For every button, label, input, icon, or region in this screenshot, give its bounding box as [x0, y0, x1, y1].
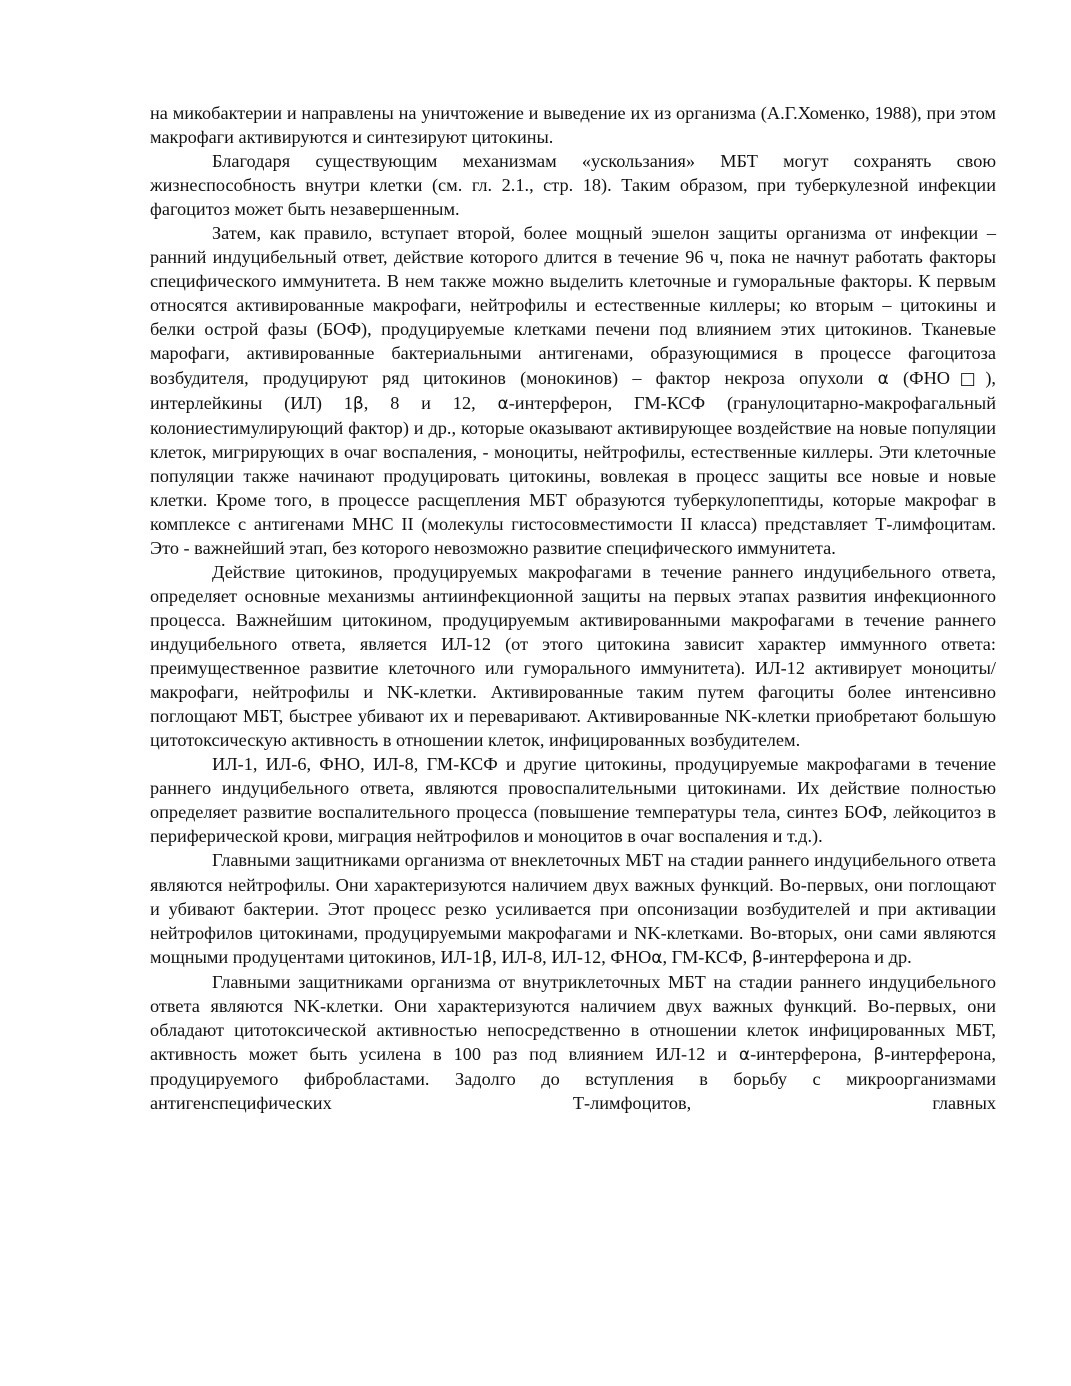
- beta-symbol: β: [873, 1044, 885, 1065]
- beta-symbol: β: [481, 947, 493, 968]
- document-page: [150, 101, 996, 1115]
- text-segment: , 8 и 12,: [363, 392, 498, 413]
- paragraph-5: [150, 752, 996, 848]
- beta-symbol: β: [352, 393, 364, 414]
- text-segment: Благодаря существующим механизмам «ускользания» МБТ могут сохранять свою жизнеспособность внутри клетки (см. гл. 2.1., стр. 18). Таким образом, при туберкулезной инфекции фагоцитоз может быть незавершенным.: [150, 151, 996, 220]
- text-segment: Затем, как правило, вступает второй, более мощный эшелон защиты организма от инфекции – ранний индуцибельный ответ, действие которого длится в течение 96 ч, пока не начнут работать факторы специфического иммунитета. В нем также можно выделить клеточные и гуморальные факторы. К первым относятся активированные макрофаги, нейтрофилы и естественные киллеры; ко вторым – цитокины и белки острой фазы (БОФ), продуцируемые клетками печени под влиянием этих цитокинов. Тканевые марофаги, активированные бактериальными антигенами, образующимися в процессе фагоцитоза возбудителя, продуцируют ряд цитокинов (монокинов) – фактор некроза опухоли: [150, 223, 996, 388]
- paragraph-7: [150, 970, 996, 1115]
- text-segment: , ГМ-КСФ,: [662, 946, 752, 967]
- text-segment: Действие цитокинов, продуцируемых макрофагами в течение раннего индуцибельного ответа, определяет основные механизмы антиинфекционной защиты на первых этапах развития инфекционного процесса. Важнейшим цитокином, продуцируемым активированными макрофагами в течение раннего индуцибельного ответа, является ИЛ-12 (от этого цитокина зависит характер иммунного ответа: преимущественное развитие клеточного или гуморального иммунитета). ИЛ-12 активирует моноциты/макрофаги, нейтрофилы и NK-клетки. Активированные таким путем фагоциты более интенсивно поглощают МБТ, быстрее убивают их и переваривают. Активированные NK-клетки приобретают большую цитотоксическую активность в отношении клеток, инфицированных возбудителем.: [150, 561, 996, 751]
- text-segment: Главными защитниками организма от внеклеточных МБТ на стадии раннего индуцибельного ответа являются нейтрофилы. Они характеризуются наличием двух важных функций. Во-первых, они поглощают и убивают бактерии. Этот процесс резко усиливается при опсонизации возбудителей и при активации нейтрофилов цитокинами, продуцируемыми макрофагами и NK-клетками. Во-вторых, они сами являются мощными продуцентами цитокинов, ИЛ-1: [150, 850, 996, 967]
- text-segment: (ФНО: [888, 367, 950, 388]
- paragraph-2: [150, 149, 996, 221]
- text-segment: -интерферона,: [750, 1043, 874, 1064]
- paragraph-1: [150, 101, 996, 149]
- text-segment: -интерферона и др.: [762, 946, 912, 967]
- alpha-symbol: α: [651, 947, 663, 968]
- text-segment: Главными защитниками организма от внутриклеточных МБТ на стадии раннего индуцибельного ответа являются NK-клетки. Они характеризуются наличием двух важных функций. Во-первых, они обладают цитотоксической активностью непосредственно в отношении клеток инфицированных МБТ, активность может быть усилена в 100 раз под влиянием ИЛ-12 и: [150, 971, 996, 1064]
- beta-symbol: β: [751, 947, 763, 968]
- paragraph-6: [150, 848, 996, 969]
- text-segment: на микобактерии и направлены на уничтожение и выведение их из организма (А.Г.Хоменко, 1988), при этом макрофаги активируются и синтезируют цитокины.: [150, 103, 996, 148]
- alpha-symbol: α: [497, 393, 509, 414]
- text-segment: -интерферона, продуцируемого фибробластами. Задолго до вступления в борьбу с микроорганизмами антигенспецифических Т-лимфоцитов, главных: [150, 1043, 996, 1113]
- text-segment: ИЛ-1, ИЛ-6, ФНО, ИЛ-8, ГМ-КСФ и другие цитокины, продуцируемые макрофагами в течение раннего индуцибельного ответа, являются провоспалительными цитокинами. Их действие полностью определяет развитие воспалительного процесса (повышение температуры тела, синтез БОФ, лейкоцитоз в периферической крови, миграция нейтрофилов и моноцитов в очаг воспаления и т.д.).: [150, 754, 996, 847]
- missing-glyph-box: □: [949, 368, 986, 389]
- text-segment: ), интерлейкины (ИЛ) 1: [150, 367, 996, 413]
- alpha-symbol: α: [738, 1044, 751, 1065]
- text-segment: -интерферон, ГМ-КСФ (гранулоцитарно-макрофагальный колониестимулирующий фактор) и др., которые оказывают активирующее воздействие на новые популяции клеток, мигрирующих в очаг воспаления, - моноциты, нейтрофилы, естественные киллеры. Эти клеточные популяции также начинают продуцировать цитокины, вовлекая в процесс защиты все новые и новые клетки. Кроме того, в процессе расщепления МБТ образуются туберкулопептиды, которые макрофаг в комплексе с антигенами МНС II (молекулы гистосовместимости II класса) представляет Т-лимфоцитам. Это - важнейший этап, без которого невозможно развитие специфического иммунитета.: [150, 392, 996, 558]
- text-segment: , ИЛ-8, ИЛ-12, ФНО: [492, 946, 652, 967]
- paragraph-4: [150, 560, 996, 752]
- alpha-symbol: α: [877, 368, 889, 389]
- paragraph-3: [150, 221, 996, 560]
